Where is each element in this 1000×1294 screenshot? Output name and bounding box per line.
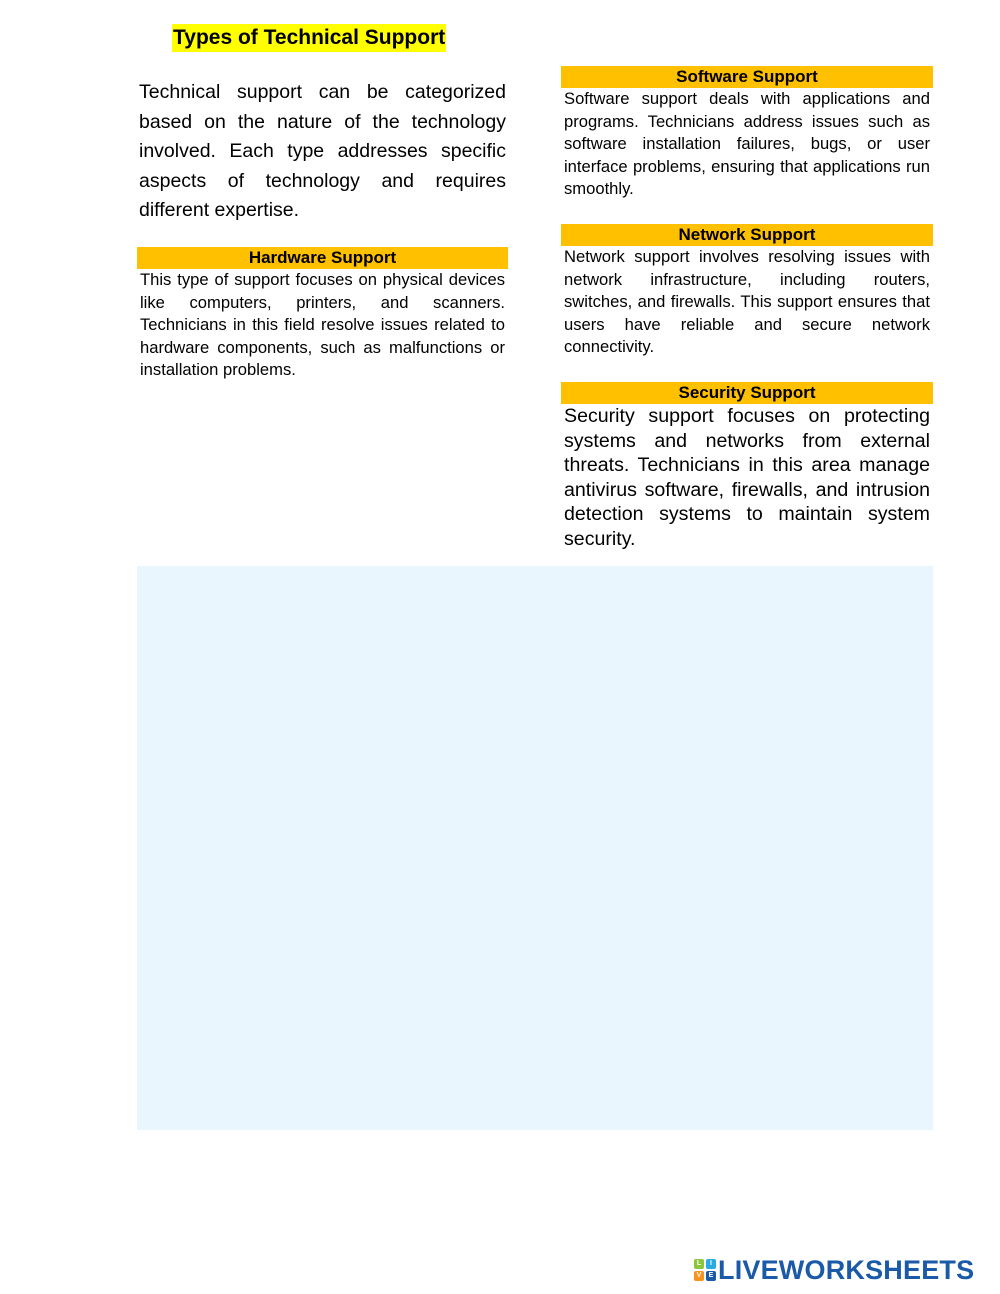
- software-support-section: [561, 66, 933, 201]
- logo-letter-e: E: [706, 1271, 716, 1281]
- intro-paragraph: Technical support can be categorized based on the nature of the technology involved. Each type addresses specific aspects of technology and requires different expertise.: [139, 81, 506, 221]
- software-support-text: Software support deals with applications and programs. Technicians address issues such as software installation failures, bugs, or user interface problems, ensuring that applications run smoothly.: [564, 89, 930, 199]
- hardware-support-text: This type of support focuses on physical devices like computers, printers, and scanners. Technicians in this field resolve issues related to hardware components, such as malfunctions or installation problems.: [140, 270, 505, 380]
- software-support-heading: Software Support: [561, 66, 933, 88]
- security-support-heading: Security Support: [561, 382, 933, 404]
- network-support-text: Network support involves resolving issues with network infrastructure, including routers, switches, and firewalls. This support ensures that users have reliable and secure network connectivity.: [564, 247, 930, 357]
- network-support-heading: Network Support: [561, 224, 933, 246]
- hardware-support-heading: Hardware Support: [137, 247, 508, 269]
- logo-letter-i: I: [706, 1259, 716, 1269]
- brand-name: LIVEWORKSHEETS: [718, 1254, 975, 1285]
- answer-area[interactable]: [137, 566, 933, 1130]
- network-support-section: [561, 224, 933, 359]
- liveworksheets-logo-icon: [694, 1259, 716, 1281]
- security-support-text: Security support focuses on protecting systems and networks from external threats. Technicians in this area manage antivirus software, firewalls, and intrusion detection systems to maintain system security.: [564, 405, 930, 550]
- page-title: Types of Technical Support: [172, 24, 446, 52]
- hardware-support-section: [137, 247, 508, 382]
- logo-letter-v: V: [694, 1271, 704, 1281]
- logo-letter-l: L: [694, 1259, 704, 1269]
- liveworksheets-brand: [694, 1255, 974, 1285]
- security-support-section: [561, 382, 933, 551]
